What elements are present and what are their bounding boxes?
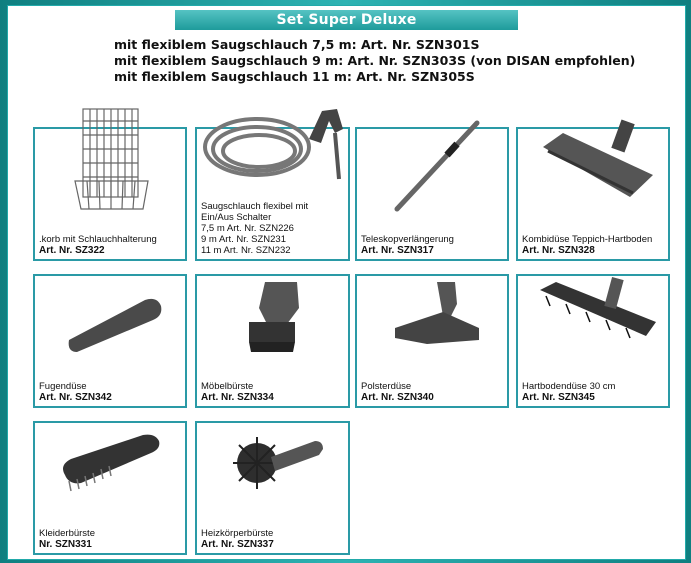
product-card[interactable] (33, 274, 187, 408)
product-card[interactable] (195, 274, 350, 408)
floor-nozzle-icon (538, 117, 656, 207)
radiator-brush-icon (227, 429, 327, 499)
clothes-brush-icon (55, 429, 165, 499)
catalog-panel (7, 5, 686, 560)
article-number: Nr. SZN331 (39, 539, 92, 550)
article-number: Art. Nr. SZN337 (201, 539, 274, 550)
product-card[interactable] (516, 274, 670, 408)
product-card[interactable] (195, 421, 350, 555)
product-card[interactable] (355, 127, 509, 261)
product-name: Teleskopverlängerung (361, 234, 454, 245)
crevice-tool-icon (65, 286, 165, 356)
product-name: Kleiderbürste (39, 528, 95, 539)
furniture-brush-icon (237, 278, 317, 358)
article-number: Art. Nr. SZN334 (201, 392, 274, 403)
product-card[interactable] (195, 127, 350, 261)
article-number: Art. Nr. SZ322 (39, 245, 105, 256)
article-number: Art. Nr. SZN342 (39, 392, 112, 403)
product-name: Möbelbürste (201, 381, 254, 392)
set-title: Set Super Deluxe (175, 10, 518, 30)
product-name: Polsterdüse (361, 381, 412, 392)
subtitle-line: mit flexiblem Saugschlauch 7,5 m: Art. Nr. SZN301S (114, 37, 480, 52)
article-number: Art. Nr. SZN340 (361, 392, 434, 403)
basket-holder-icon (63, 101, 163, 219)
article-number: Art. Nr. SZN317 (361, 245, 434, 256)
article-number: Art. Nr. SZN345 (522, 392, 595, 403)
product-name: Fugendüse (39, 381, 87, 392)
product-card[interactable] (516, 127, 670, 261)
product-name: Saugschlauch flexibel mit Ein/Aus Schalter 7,5 m Art. Nr. SZN226 9 m Art. Nr. SZN231 11 m Art. Nr. SZN232 (201, 201, 309, 256)
hose-icon (197, 99, 347, 191)
product-name: Heizkörperbürste (201, 528, 274, 539)
upholstery-nozzle-icon (387, 278, 487, 358)
product-name: Hartbodendüse 30 cm (522, 381, 616, 392)
product-card[interactable] (33, 421, 187, 555)
telescope-tube-icon (387, 117, 487, 217)
article-number: Art. Nr. SZN328 (522, 245, 595, 256)
product-name: Kombidüse Teppich-Hartboden (522, 234, 653, 245)
subtitle-line: mit flexiblem Saugschlauch 9 m: Art. Nr. SZN303S (von DISAN empfohlen) (114, 53, 636, 68)
hard-floor-nozzle-icon (536, 276, 660, 356)
product-name: .korb mit Schlauchhalterung (39, 234, 157, 245)
product-card[interactable] (33, 127, 187, 261)
subtitle-line: mit flexiblem Saugschlauch 11 m: Art. Nr. SZN305S (114, 69, 475, 84)
product-card[interactable] (355, 274, 509, 408)
